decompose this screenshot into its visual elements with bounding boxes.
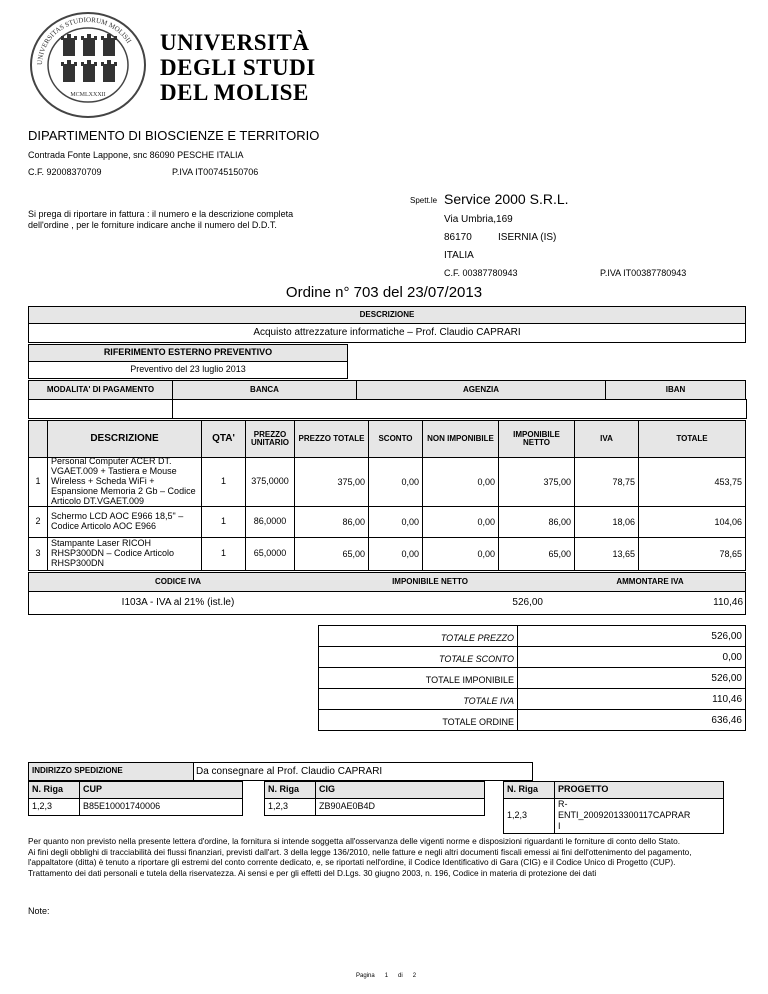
- payment-banca-value: [172, 399, 747, 419]
- totale-imponibile-value: 526,00: [517, 667, 746, 689]
- university-name-line1: UNIVERSITÀ: [160, 30, 310, 55]
- cup-nriga: 1,2,3: [28, 798, 80, 816]
- items-header-num: [28, 420, 48, 458]
- spett-label: Spett.le: [410, 196, 438, 205]
- recipient-cap: 86170: [444, 232, 472, 243]
- total-pages: 2: [412, 973, 417, 979]
- item-iva: 78,75: [574, 457, 639, 507]
- department-name: DIPARTIMENTO DI BIOSCIENZE E TERRITORIO: [28, 128, 320, 143]
- page-number: 1: [384, 973, 389, 979]
- item-iva: 18,06: [574, 506, 639, 538]
- item-desc: Stampante Laser RICOH RHSP300DN – Codice Articolo RHSP300DN: [47, 537, 202, 571]
- item-num: 2: [28, 506, 48, 538]
- imponibile-netto-header: IMPONIBILE NETTO: [392, 577, 468, 586]
- legal-paragraph-3: Trattamento dei dati personali e tutela della riservatezza. Ai sensi e per gli effetti del D.Lgs. 30 giugno 2003, n. 196, Codice in materia di protezione dei dati: [28, 867, 597, 878]
- progetto-header: PROGETTO: [554, 781, 724, 799]
- item-sconto: 0,00: [368, 537, 423, 571]
- university-name-line2: DEGLI STUDI: [160, 55, 316, 80]
- totale-sconto-label: TOTALE SCONTO: [318, 646, 518, 668]
- item-tot: 104,06: [638, 506, 746, 538]
- progetto-nriga: 1,2,3: [503, 798, 555, 834]
- item-tot: 453,75: [638, 457, 746, 507]
- progetto-value: [554, 798, 724, 834]
- seal-year: MCMLXXXII: [70, 92, 106, 98]
- payment-iban-header: IBAN: [605, 380, 746, 400]
- riferimento-value: Preventivo del 23 luglio 2013: [28, 361, 348, 379]
- item-nonimp: 0,00: [422, 506, 499, 538]
- item-impnet: 86,00: [498, 506, 575, 538]
- item-tot: 78,65: [638, 537, 746, 571]
- item-pt: 65,00: [294, 537, 369, 571]
- item-impnet: 65,00: [498, 537, 575, 571]
- department-piva: P.IVA IT00745150706: [172, 167, 259, 177]
- cig-header: CIG: [315, 781, 485, 799]
- items-header-sconto: SCONTO: [368, 420, 423, 458]
- shipping-label: INDIRIZZO SPEDIZIONE: [28, 762, 194, 781]
- totale-iva-value: 110,46: [517, 688, 746, 710]
- item-pu: 86,0000: [245, 506, 295, 538]
- di-label: di: [398, 973, 403, 979]
- payment-agenzia-header: AGENZIA: [356, 380, 606, 400]
- recipient-country: ITALIA: [444, 250, 474, 261]
- totale-ordine-value: 636,46: [517, 709, 746, 731]
- recipient-street: Via Umbria,169: [444, 214, 513, 225]
- item-pt: 375,00: [294, 457, 369, 507]
- progetto-line3: I: [558, 821, 561, 831]
- item-desc: Personal Computer ACER DT. VGAET.009 + Tastiera e Mouse Wireless + Scheda WiFi + Espansione Memoria 2 Gb – Codice Articolo DT.VGAET.009: [47, 457, 202, 507]
- recipient-cf: C.F. 00387780943: [444, 268, 518, 278]
- riferimento-header: RIFERIMENTO ESTERNO PREVENTIVO: [28, 344, 348, 362]
- item-num: 3: [28, 537, 48, 571]
- order-title: Ordine n° 703 del 23/07/2013: [285, 284, 483, 301]
- item-pu: 65,0000: [245, 537, 295, 571]
- item-pt: 86,00: [294, 506, 369, 538]
- seal-ring-text: UNIVERSITAS STUDIORUM MOLISII: [35, 15, 133, 66]
- cig-value: ZB90AE0B4D: [315, 798, 485, 816]
- items-header-descrizione: DESCRIZIONE: [47, 420, 202, 458]
- imponibile-netto-value: 526,00: [512, 597, 543, 608]
- department-cf: C.F. 92008370709: [28, 167, 102, 177]
- item-qta: 1: [201, 457, 246, 507]
- items-header-imponibile-netto: IMPONIBILE NETTO: [498, 420, 575, 458]
- items-header-totale: TOTALE: [638, 420, 746, 458]
- ammontare-iva-header: AMMONTARE IVA: [616, 577, 684, 586]
- cup-header: CUP: [79, 781, 243, 799]
- descrizione-header: DESCRIZIONE: [28, 306, 746, 324]
- item-iva: 13,65: [574, 537, 639, 571]
- item-num: 1: [28, 457, 48, 507]
- descrizione-value: Acquisto attrezzature informatiche – Prof. Claudio CAPRARI: [28, 323, 746, 343]
- pagina-label: Pagina: [356, 973, 375, 979]
- payment-modalita-header: MODALITA' DI PAGAMENTO: [28, 380, 173, 400]
- recipient-piva: P.IVA IT00387780943: [600, 268, 687, 278]
- items-header-prezzo-unitario: PREZZO UNITARIO: [245, 420, 295, 458]
- legal-text: [28, 836, 718, 878]
- item-qta: 1: [201, 506, 246, 538]
- cup-nriga-header: N. Riga: [28, 781, 80, 799]
- totale-prezzo-label: TOTALE PREZZO: [318, 625, 518, 647]
- page-footer: [356, 973, 416, 979]
- department-address: Contrada Fonte Lappone, snc 86090 PESCHE ITALIA: [28, 150, 244, 160]
- recipient-name: Service 2000 S.R.L.: [444, 191, 569, 207]
- cig-nriga-header: N. Riga: [264, 781, 316, 799]
- items-header-iva: IVA: [574, 420, 639, 458]
- legal-paragraph-2: Ai fini degli obblighi di tracciabilità dei flussi finanziari, previsti dall'art. 3 della legge 136/2010, nelle fatture e negli altri documenti fiscali emessi ai fini dell'ottenimento del pagamento, l'appaltatore (ditta) è tenuto a riportare gli estremi del conto corrente dedicato, e, se riportati nell'ordine, il Codice Identificativo di Gara (CIG) e il Codice Unico di Progetto (CUP).: [28, 846, 692, 867]
- totale-prezzo-value: 526,00: [517, 625, 746, 647]
- items-header-non-imponibile: NON IMPONIBILE: [422, 420, 499, 458]
- totale-imponibile-label: TOTALE IMPONIBILE: [318, 667, 518, 689]
- legal-paragraph-1: Per quanto non previsto nella presente lettera d'ordine, la fornitura si intende soggetta all'osservanza delle vigenti norme e disposizioni riguardanti le forniture di conto dello Stato.: [28, 836, 681, 846]
- ammontare-iva-value: 110,46: [713, 597, 743, 608]
- items-header-prezzo-totale: PREZZO TOTALE: [294, 420, 369, 458]
- codice-iva-value: I103A - IVA al 21% (ist.le): [121, 597, 235, 608]
- cup-value: B85E10001740006: [79, 798, 243, 816]
- shipping-value: Da consegnare al Prof. Claudio CAPRARI: [193, 762, 533, 781]
- invoice-note: Si prega di riportare in fattura : il numero e la descrizione completa dell'ordine , per le forniture indicare anche il numero del D.D.T.: [28, 209, 294, 230]
- item-nonimp: 0,00: [422, 457, 499, 507]
- item-impnet: 375,00: [498, 457, 575, 507]
- items-header-qta: QTA': [201, 420, 246, 458]
- note-label: Note:: [28, 906, 50, 916]
- progetto-line2: ENTI_20092013300117CAPRAR: [558, 810, 691, 820]
- item-pu: 375,0000: [245, 457, 295, 507]
- recipient-city: ISERNIA (IS): [498, 232, 557, 243]
- item-sconto: 0,00: [368, 506, 423, 538]
- university-name-line3: DEL MOLISE: [160, 80, 309, 105]
- item-desc: Schermo LCD AOC E966 18,5" – Codice Articolo AOC E966: [47, 506, 202, 538]
- item-sconto: 0,00: [368, 457, 423, 507]
- cig-nriga: 1,2,3: [264, 798, 316, 816]
- totale-sconto-value: 0,00: [517, 646, 746, 668]
- progetto-line1: R-: [558, 799, 568, 809]
- item-qta: 1: [201, 537, 246, 571]
- payment-modalita-value: [28, 399, 173, 419]
- totale-iva-label: TOTALE IVA: [318, 688, 518, 710]
- university-seal: [28, 10, 148, 120]
- codice-iva-header: CODICE IVA: [154, 577, 202, 586]
- item-nonimp: 0,00: [422, 537, 499, 571]
- progetto-nriga-header: N. Riga: [503, 781, 555, 799]
- payment-banca-header: BANCA: [172, 380, 357, 400]
- totale-ordine-label: TOTALE ORDINE: [318, 709, 518, 731]
